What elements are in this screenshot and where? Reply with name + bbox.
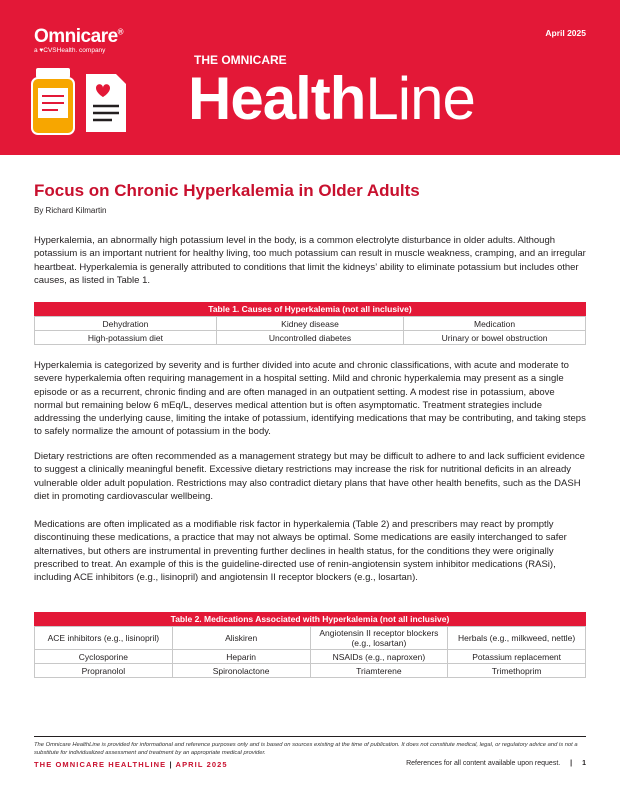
masthead-title: HealthLine — [188, 65, 475, 132]
table-cell: Aliskiren — [172, 627, 310, 650]
omnicare-logo: Omnicare® — [34, 26, 124, 47]
table-row — [35, 331, 586, 345]
table-cell: Herbals (e.g., milkweed, nettle) — [448, 627, 586, 650]
paragraph-3: Dietary restrictions are often recommended as a management strategy but may be difficult to adhere to and lack sufficient evidence to suggest a clinically meaningful benefit. Excessive dietary restrictions may increase the risk for nutritional deficits in an already vulnerable older adult population. Restrictions may also contradict dietary plans that have other health benefits, such as the DASH diet in promoting cardiovascular wellbeing. — [34, 451, 585, 502]
issue-date: April 2025 — [545, 28, 586, 38]
table-cell: High-potassium diet — [35, 331, 217, 345]
table-cell: Medication — [404, 317, 586, 331]
table-cell: Triamterene — [310, 664, 448, 678]
table-row — [35, 650, 586, 664]
pill-bottle-and-document-icon — [30, 66, 140, 136]
table-cell: Kidney disease — [216, 317, 403, 331]
table-cell: Dehydration — [35, 317, 217, 331]
cvs-health-tagline: a ♥CVSHealth. company — [34, 47, 106, 54]
table-row — [35, 317, 586, 331]
table-row — [35, 627, 586, 650]
table-cell: NSAIDs (e.g., naproxen) — [310, 650, 448, 664]
article-title: Focus on Chronic Hyperkalemia in Older Adults — [34, 181, 420, 200]
footer-publication: THE OMNICARE HEALTHLINE | APRIL 2025 — [34, 760, 228, 769]
table-cell: Propranolol — [35, 664, 173, 678]
table-caption: Table 2. Medications Associated with Hyperkalemia (not all inclusive) — [34, 612, 586, 626]
paragraph-1: Hyperkalemia, an abnormally high potassium level in the body, is a common electrolyte disturbance in older adults. Although potassium is an important nutrient for healthy living, too much potassium can result in muscle weakness, cramping, and an irregular heartbeat. Hyperkalemia is generally attributed to conditions that limit the kidneys’ ability to eliminate potassium but includes other causes, as listed in Table 1. — [34, 235, 586, 286]
table-cell: Heparin — [172, 650, 310, 664]
table-cell: Trimethoprim — [448, 664, 586, 678]
table-cell: Spironolactone — [172, 664, 310, 678]
table-cell: Cyclosporine — [35, 650, 173, 664]
footer-divider — [34, 736, 586, 737]
table-caption: Table 1. Causes of Hyperkalemia (not all inclusive) — [34, 302, 586, 316]
table-medications — [34, 612, 586, 678]
paragraph-4: Medications are often implicated as a modifiable risk factor in hyperkalemia (Table 2) and prescribers may react by promptly discontinuing these medications, a practice that may not always be optimal. Some medications are easily interchanged to safer alternatives, but others are instrumental in preventing further declines in health status, for the conditions they were originally prescribed to treat. An example of this is the guideline-directed use of renin-angiotensin system inhibitor medications (RASi), including ACE inhibitors (e.g., lisinopril) and angiotensin II receptor blockers (e.g., losartan). — [34, 519, 567, 584]
disclaimer: The Omnicare HealthLine is provided for informational and reference purposes only and is based on sources existing at the time of publication. It does not constitute medical, legal, or regulatory advice and is not a substitute for individualized assessment and treatment by an appropriate medical provider. — [34, 742, 578, 756]
footer-note: References for all content available upon request. | 1 — [406, 760, 586, 767]
table-cell: ACE inhibitors (e.g., lisinopril) — [35, 627, 173, 650]
masthead-kicker: THE OMNICARE — [194, 53, 287, 67]
page-number: 1 — [582, 760, 586, 767]
table-causes — [34, 302, 586, 345]
table-cell: Uncontrolled diabetes — [216, 331, 403, 345]
table-cell: Urinary or bowel obstruction — [404, 331, 586, 345]
masthead-banner — [0, 0, 620, 155]
table-row — [35, 664, 586, 678]
table-cell: Potassium replacement — [448, 650, 586, 664]
table-cell: Angiotensin II receptor blockers (e.g., losartan) — [310, 627, 448, 650]
paragraph-2: Hyperkalemia is categorized by severity and is further divided into acute and chronic classifications, with acute and moderate to severe hyperkalemia often requiring management in a hospital setting. Mild and chronic hyperkalemia may present as a single episode or as a recurrent, chronic finding and are often managed in an outpatient setting. A modest rise in potassium, above normal but remaining below 6 mEq/L, deserves medical attention but is often asymptomatic. Treatment strategies include addressing the underlying cause, limiting the intake of potassium, identifying medications that may be contributing, and taking steps to safely normalize the amount of potassium in the body. — [34, 360, 586, 438]
byline: By Richard Kilmartin — [34, 206, 107, 215]
